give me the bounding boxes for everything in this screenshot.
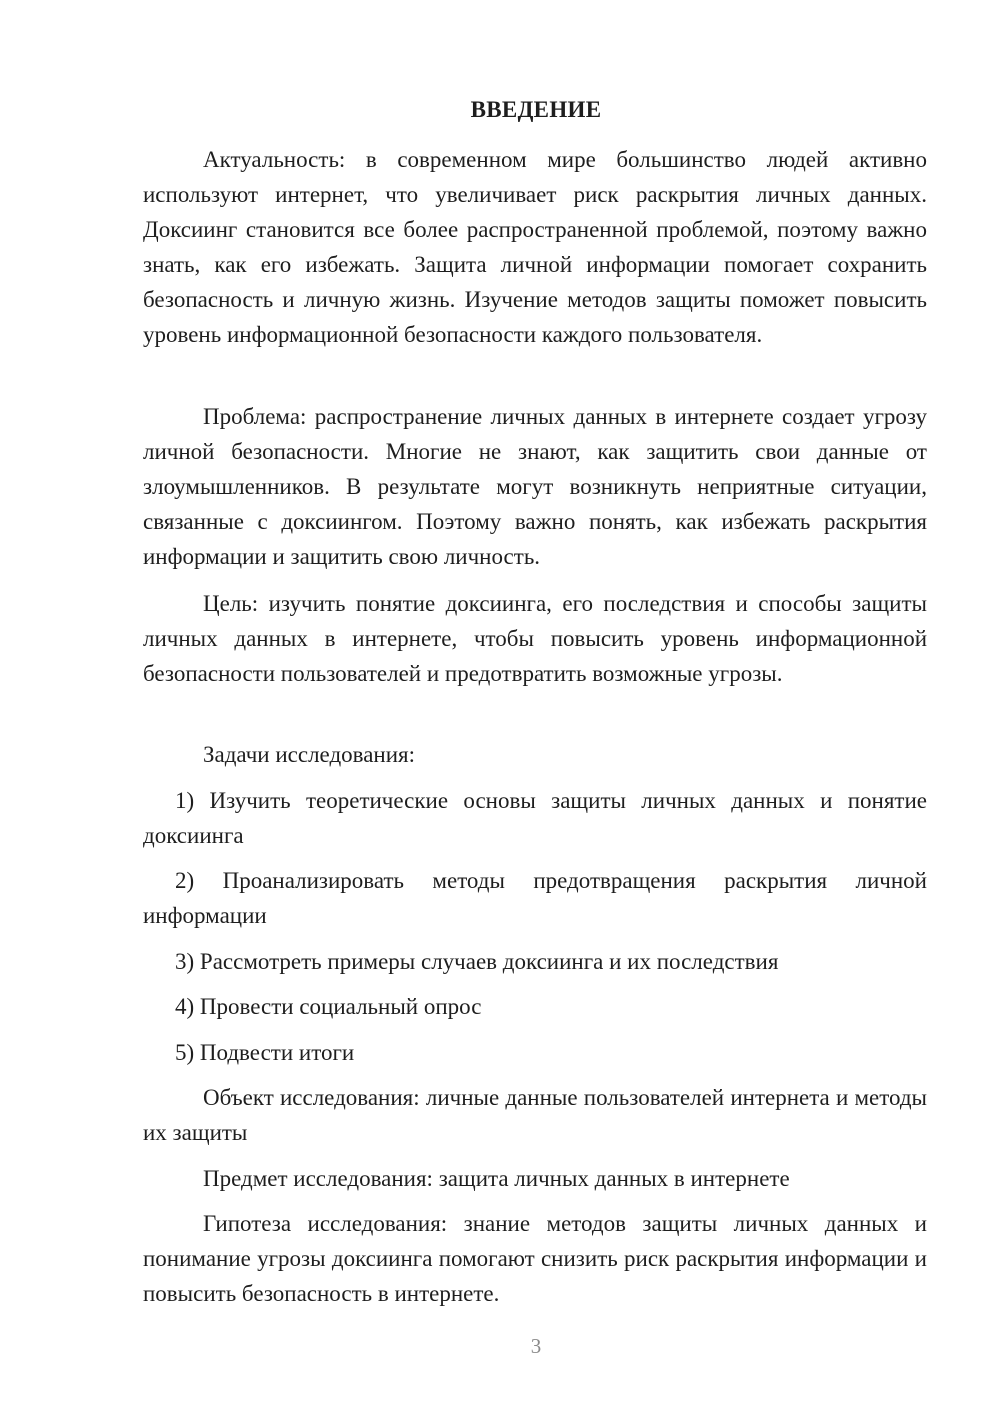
hypothesis-paragraph: Гипотеза исследования: знание методов защиты личных данных и понимание угрозы доксиинга помогают снизить риск раскрытия информации и повысить безопасность в интернете. [143, 1211, 927, 1306]
task-item-1: 1) Изучить теоретические основы защиты личных данных и понятие доксиинга [143, 788, 927, 848]
relevance-paragraph: Актуальность: в современном мире большинство людей активно используют интернет, что увеличивает риск раскрытия личных данных. Доксиинг становится все более распространенной проблемой, поэтому важно знать, как его избежать. Защита личной информации помогает сохранить безопасность и личную жизнь. Изучение методов защиты поможет повысить уровень информационной безопасности каждого пользователя. [143, 147, 927, 347]
object-paragraph: Объект исследования: личные данные пользователей интернета и методы их защиты [143, 1085, 927, 1145]
task-item-4: 4) Провести социальный опрос [175, 994, 482, 1019]
task-item-3: 3) Рассмотреть примеры случаев доксиинга и их последствия [175, 949, 779, 974]
section-title: ВВЕДЕНИЕ [470, 97, 602, 122]
tasks-heading: Задачи исследования: [203, 742, 416, 767]
subject-paragraph: Предмет исследования: защита личных данных в интернете [203, 1166, 790, 1191]
problem-paragraph: Проблема: распространение личных данных в интернете создает угрозу личной безопасности. Многие не знают, как защитить свои данные от злоумышленников. В результате могут возникнуть неприятные ситуации, связанные с доксиингом. Поэтому важно понять, как избежать раскрытия информации и защитить свою личность. [143, 404, 927, 569]
task-item-5: 5) Подвести итоги [175, 1040, 355, 1065]
goal-paragraph: Цель: изучить понятие доксиинга, его последствия и способы защиты личных данных в интернете, чтобы повысить уровень информационной безопасности пользователей и предотвратить возможные угрозы. [143, 591, 927, 686]
task-item-2: 2) Проанализировать методы предотвращения раскрытия личной информации [143, 868, 927, 928]
page-number: 3 [530, 1334, 542, 1358]
